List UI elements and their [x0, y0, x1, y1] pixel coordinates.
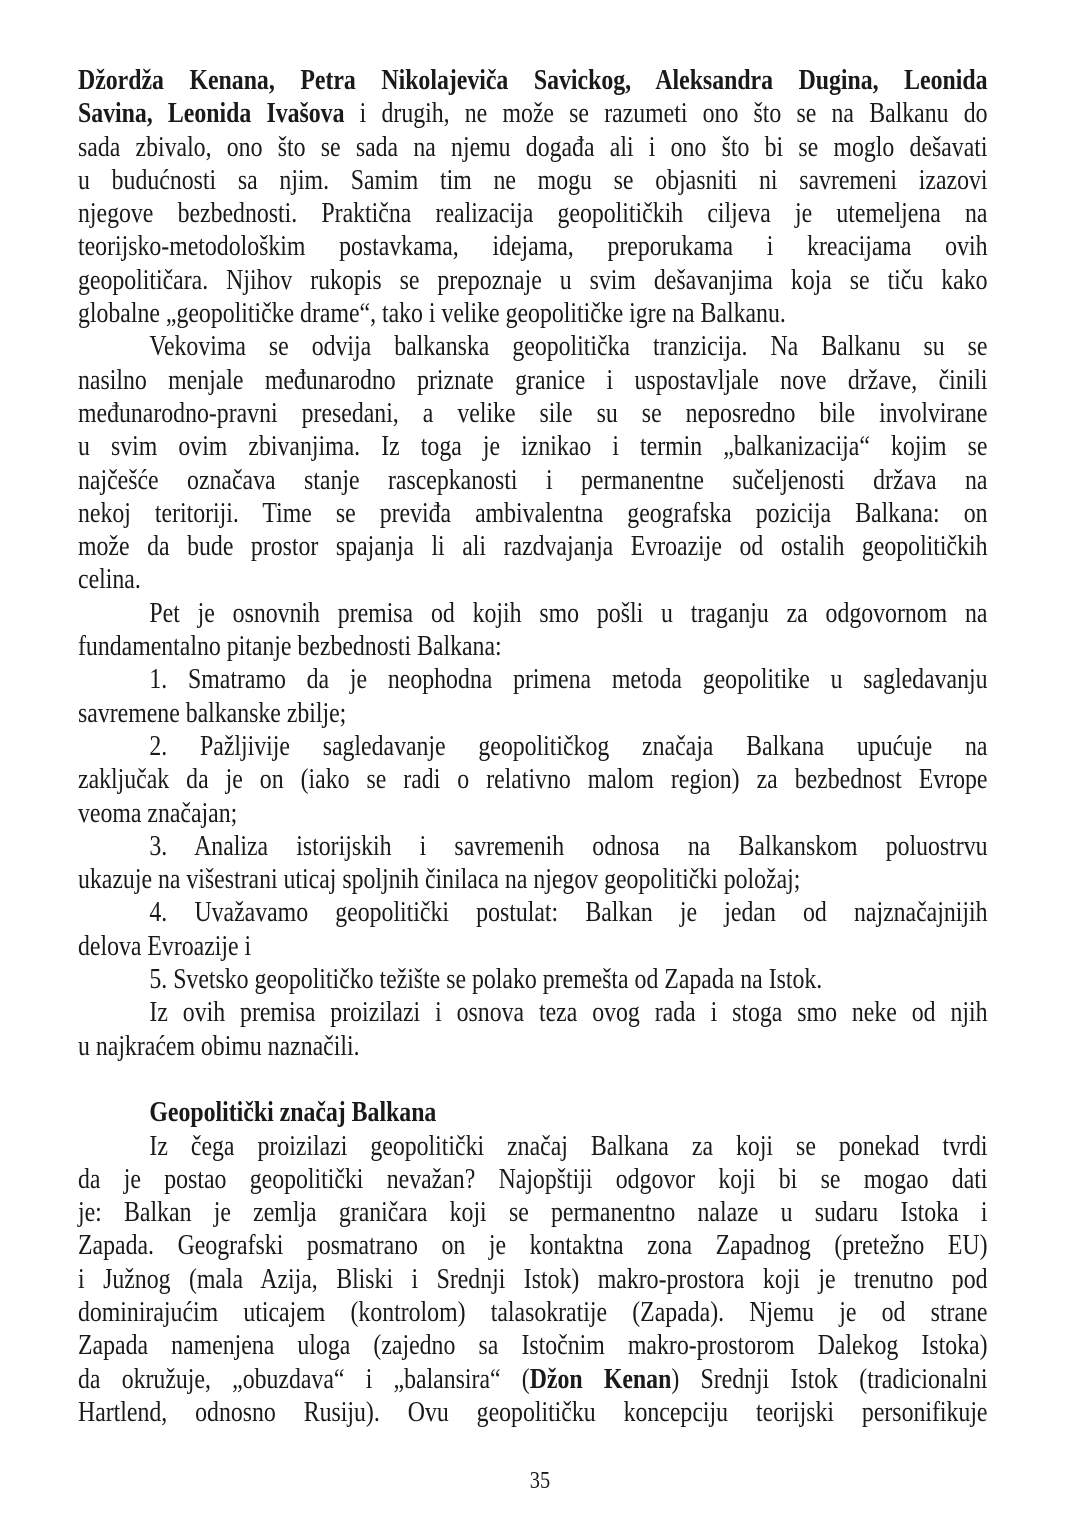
text: nasilno menjale međunarodno priznate granice i uspostavljale nove države, činili	[78, 364, 988, 396]
text: u svim ovim zbivanjima. Iz toga je iznikao i termin „balkanizacija“ kojim se	[78, 431, 988, 463]
text-line	[78, 297, 988, 330]
text-line	[78, 330, 988, 363]
text: u najkraćem obimu naznačili.	[78, 1030, 360, 1062]
text-line	[78, 830, 988, 863]
text-line	[78, 1263, 988, 1296]
text-line	[78, 364, 988, 397]
text: Iz čega proizilazi geopolitički značaj Balkana za koji se ponekad tvrdi	[149, 1130, 988, 1162]
text-line	[78, 1196, 988, 1229]
text-line	[78, 1130, 988, 1163]
text: da je postao geopolitički nevažan? Najopštiji odgovor koji bi se mogao dati	[78, 1163, 988, 1195]
blank-line	[78, 1063, 988, 1096]
text: Pet je osnovnih premisa od kojih smo pošli u traganju za odgovornom na	[149, 597, 988, 629]
text: Zapada namenjena uloga (zajedno sa Istočnim makro-prostorom Dalekog Istoka)	[78, 1330, 988, 1362]
text: globalne „geopolitičke drame“, tako i velike geopolitičke igre na Balkanu.	[78, 298, 786, 330]
text-line	[78, 1229, 988, 1262]
text: celina.	[78, 564, 141, 596]
text-line	[78, 996, 988, 1029]
text: fundamentalno pitanje bezbednosti Balkana:	[78, 631, 502, 663]
text: ) Srednji Istok (tradicionalni	[671, 1363, 988, 1395]
text-line	[78, 64, 988, 97]
text-line	[78, 497, 988, 530]
text-line	[78, 563, 988, 596]
bold-text: Geopolitički značaj Balkana	[149, 1097, 437, 1129]
text-line	[78, 530, 988, 563]
text: delova Evroazije i	[78, 930, 252, 962]
text-line	[78, 663, 988, 696]
text: da okružuje, „obuzdava“ i „balansira“ (	[78, 1363, 530, 1395]
text-line	[78, 1296, 988, 1329]
text-line	[78, 1396, 988, 1429]
text: 1. Smatramo da je neophodna primena metoda geopolitike u sagledavanju	[149, 664, 988, 696]
text: Iz ovih premisa proizilazi i osnova teza ovog rada i stoga smo neke od njih	[149, 997, 988, 1029]
text-line	[78, 797, 988, 830]
text: sada zbivalo, ono što se sada na njemu događa ali i ono što bi se moglo dešavati	[78, 131, 988, 163]
text-line	[78, 863, 988, 896]
text: i Južnog (mala Azija, Bliski i Srednji Istok) makro-prostora koji je trenutno pod	[78, 1263, 988, 1295]
text-line	[78, 896, 988, 929]
bold-text: Džon Kenan	[529, 1363, 672, 1395]
text: Zapada. Geografski posmatrano on je kontaktna zona Zapadnog (pretežno EU)	[78, 1230, 988, 1262]
text: dominirajućim uticajem (kontrolom) talasokratije (Zapada). Njemu je od strane	[78, 1296, 988, 1328]
text-line	[78, 730, 988, 763]
text: može da bude prostor spajanja li ali razdvajanja Evroazije od ostalih geopolitičkih	[78, 531, 988, 563]
text: savremene balkanske zbilje;	[78, 697, 347, 729]
text: nekoj teritoriji. Time se previđa ambivalentna geografska pozicija Balkana: on	[78, 497, 988, 529]
text: ukazuje na višestrani uticaj spoljnih činilaca na njegov geopolitički položaj;	[78, 864, 801, 896]
text-line	[78, 763, 988, 796]
text: Vekovima se odvija balkanska geopolitička tranzicija. Na Balkanu su se	[149, 331, 988, 363]
text: teorijsko-metodološkim postavkama, idejama, preporukama i kreacijama ovih	[78, 231, 988, 263]
text: u budućnosti sa njim. Samim tim ne mogu se objasniti ni savremeni izazovi	[78, 164, 988, 196]
text-line	[78, 164, 988, 197]
text-line	[78, 597, 988, 630]
page-number-text: 35	[529, 1468, 551, 1494]
section-heading	[78, 1096, 988, 1129]
text-line	[78, 697, 988, 730]
text-line	[78, 1163, 988, 1196]
bold-text: Savina, Leonida Ivašova	[78, 98, 345, 130]
text-line	[78, 430, 988, 463]
text: zaključak da je on (iako se radi o relativno malom region) za bezbednost Evrope	[78, 764, 988, 796]
text: najčešće označava stanje rascepkanosti i permanentne sučeljenosti država na	[78, 464, 988, 496]
text: i drugih, ne može se razumeti ono što se na Balkanu do	[344, 98, 988, 130]
text-line	[78, 197, 988, 230]
text: 3. Analiza istorijskih i savremenih odnosa na Balkanskom poluostrvu	[149, 830, 988, 862]
text: 5. Svetsko geopolitičko težište se polako premešta od Zapada na Istok.	[149, 964, 823, 996]
text-line	[78, 464, 988, 497]
text-line	[78, 1030, 988, 1063]
text: 4. Uvažavamo geopolitički postulat: Balkan je jedan od najznačajnijih	[149, 897, 988, 929]
bold-text: Džordža Kenana, Petra Nikolajeviča Savickog, Aleksandra Dugina, Leonida	[78, 65, 988, 96]
text-line	[78, 97, 988, 130]
text-line	[78, 1363, 988, 1396]
text-line	[78, 1329, 988, 1362]
text: veoma značajan;	[78, 797, 238, 829]
text: Hartlend, odnosno Rusiju). Ovu geopolitičku koncepciju teorijski personifikuje	[78, 1396, 988, 1428]
text: njegove bezbednosti. Praktična realizacija geopolitičkih ciljeva je utemeljena na	[78, 198, 988, 230]
text-line	[78, 131, 988, 164]
body-text	[78, 64, 988, 1429]
text: geopolitičara. Njihov rukopis se prepoznaje u svim dešavanjima koja se tiču kako	[78, 264, 988, 296]
text-line	[78, 963, 988, 996]
page-number	[0, 1468, 1080, 1495]
text: 2. Pažljivije sagledavanje geopolitičkog značaja Balkana upućuje na	[149, 730, 988, 762]
text-line	[78, 397, 988, 430]
text: međunarodno-pravni presedani, a velike sile su se neposredno bile involvirane	[78, 397, 988, 429]
text-line	[78, 230, 988, 263]
text: je: Balkan je zemlja graničara koji se permanentno nalaze u sudaru Istoka i	[78, 1197, 988, 1229]
text-line	[78, 264, 988, 297]
text-line	[78, 930, 988, 963]
text-line	[78, 630, 988, 663]
